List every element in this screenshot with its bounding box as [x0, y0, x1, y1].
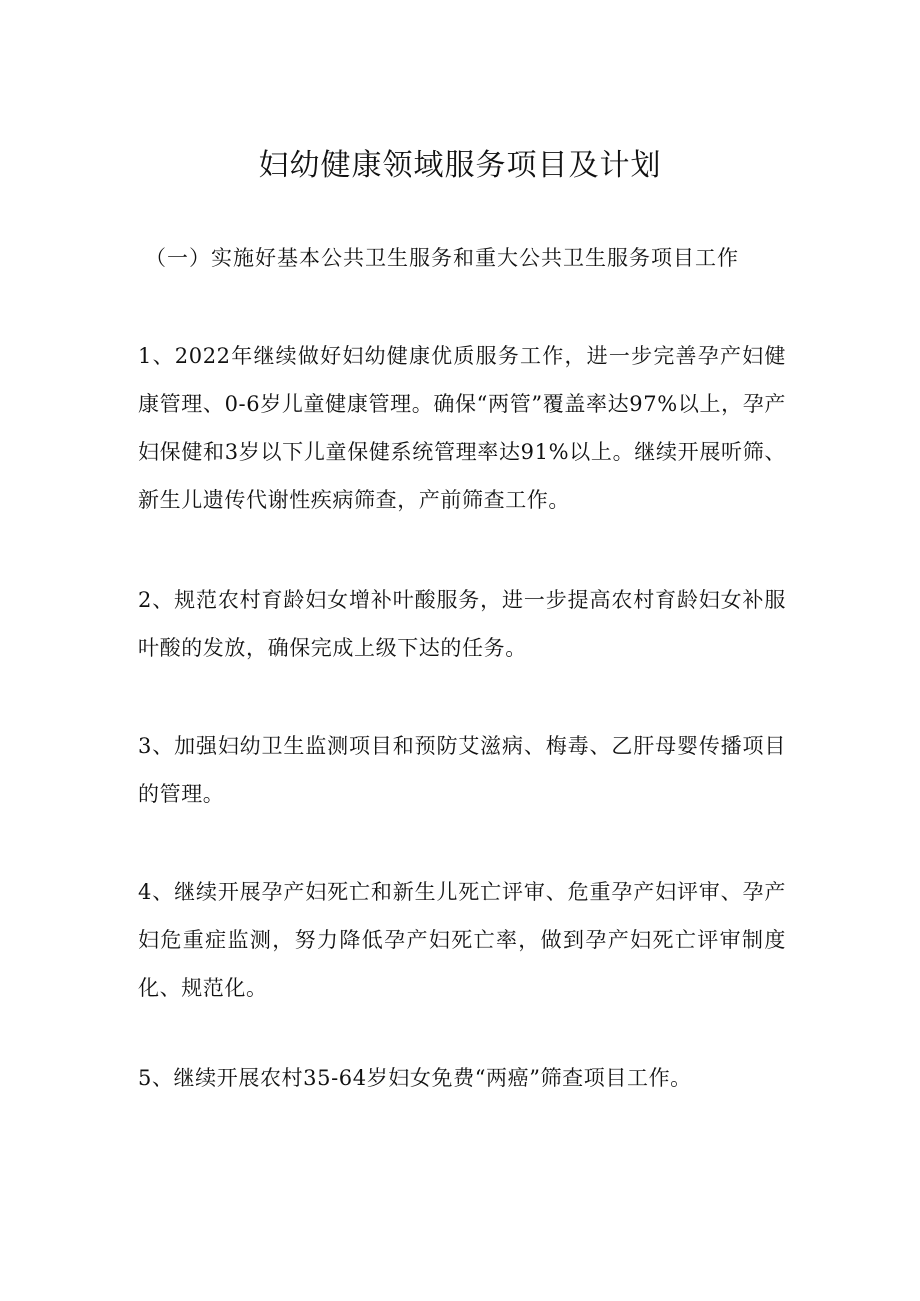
list-item-2: 2、规范农村育龄妇女增补叶酸服务，进一步提高农村育龄妇女补服叶酸的发放，确保完成上级下达的任务。 [138, 588, 786, 660]
list-item-5: 5、继续开展农村35-64岁妇女免费“两癌”筛查项目工作。 [138, 1066, 692, 1090]
document-title: 妇幼健康领域服务项目及计划 [258, 148, 662, 183]
section-heading: （一）实施好基本公共卫生服务和重大公共卫生服务项目工作 [145, 246, 739, 270]
list-item-4: 4、继续开展孕产妇死亡和新生儿死亡评审、危重孕产妇评审、孕产妇危重症监测，努力降低孕产妇死亡率，做到孕产妇死亡评审制度化、规范化。 [138, 880, 786, 1000]
list-item-1: 1、2022年继续做好妇幼健康优质服务工作，进一步完善孕产妇健康管理、0-6岁儿童健康管理。确保“两管”覆盖率达97%以上，孕产妇保健和3岁以下儿童保健系统管理率达91%以上。继续开展听筛、新生儿遗传代谢性疾病筛查，产前筛查工作。 [138, 344, 786, 512]
list-item-3: 3、加强妇幼卫生监测项目和预防艾滋病、梅毒、乙肝母婴传播项目的管理。 [138, 734, 786, 806]
